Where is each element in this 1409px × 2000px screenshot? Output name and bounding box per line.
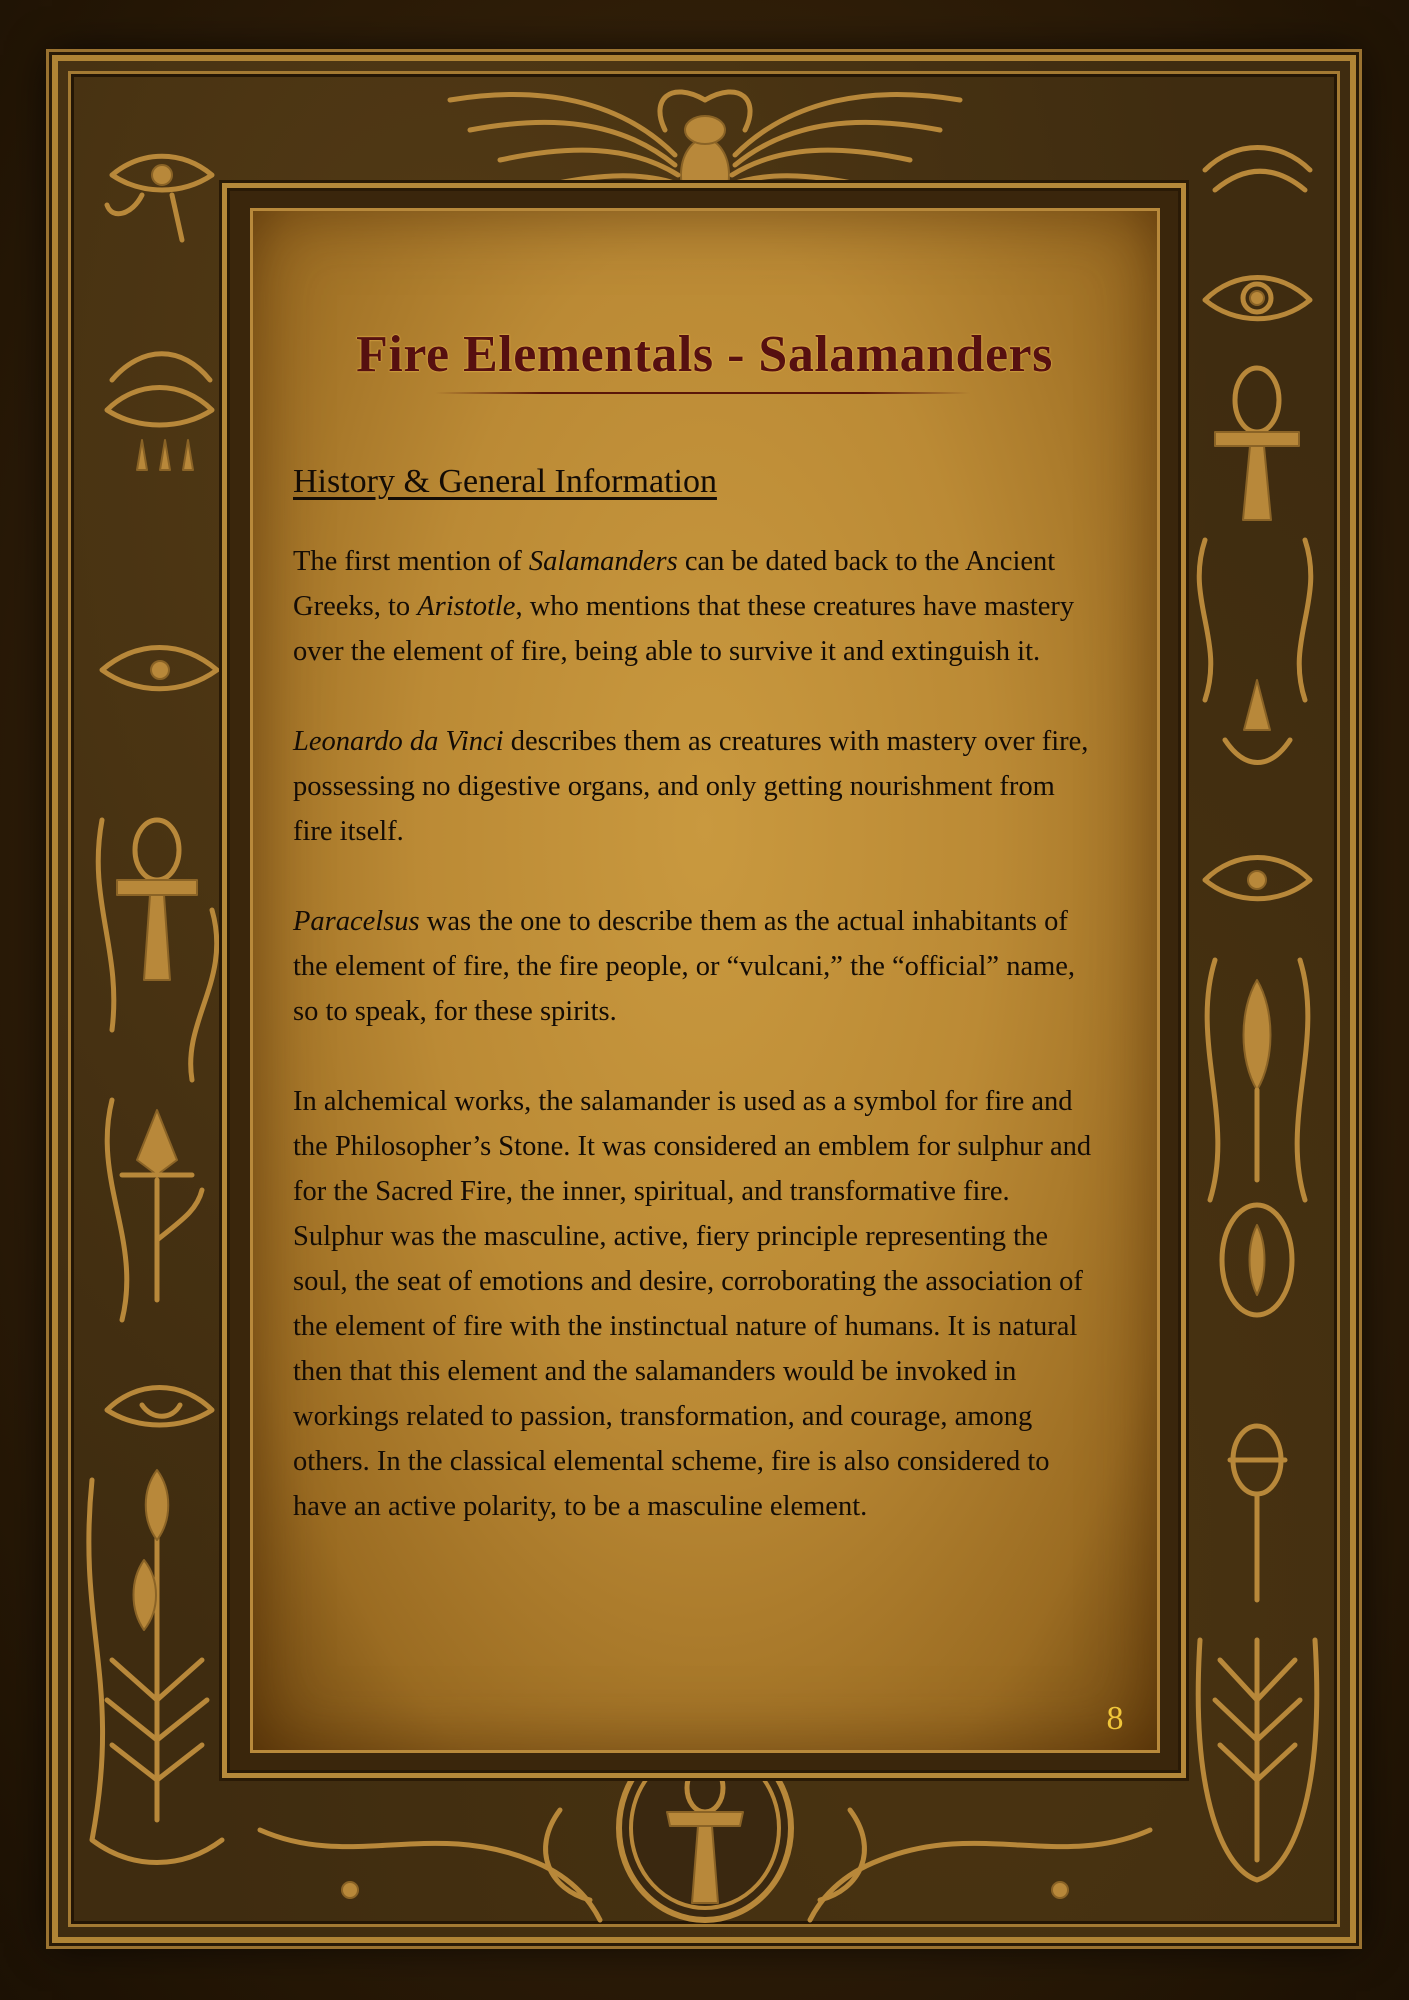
paragraph-4 [293, 1079, 1093, 1529]
title-divider [435, 392, 970, 394]
text-segment: describes them as creatures with mastery over fire, possessing no digestive organs, and only getting nourishment from fire itself. [293, 726, 1089, 847]
italic-term-salamanders: Salamanders [528, 546, 678, 577]
text-segment: can be dated back to the Ancient Greeks, to [293, 546, 1056, 622]
paragraph-2 [293, 719, 1093, 854]
paragraph-1 [293, 539, 1093, 674]
paragraph-3 [293, 899, 1093, 1034]
italic-term-leonardo: Leonardo da Vinci [293, 726, 504, 757]
page-content [293, 455, 1093, 1574]
text-segment: was the one to describe them as the actual inhabitants of the element of fire, the fire people, or “vulcani,” the “official” name, so to speak, for these spirits. [293, 906, 1076, 1027]
page-title: Fire Elementals - Salamanders [356, 325, 1053, 383]
text-segment: In alchemical works, the salamander is used as a symbol for fire and the Philosopher’s Stone. It was considered an emblem for sulphur and for the Sacred Fire, the inner, spiritual, and transformative fire. Sulphur was the masculine, active, fiery principle representing the soul, the seat of emotions and desire, corroborating the association of the element of fire with the instinctual nature of humans. It is natural then that this element and the salamanders would be invoked in workings related to passion, transformation, and courage, among others. In the classical elemental scheme, fire is also considered to have an active polarity, to be a masculine element. [293, 1086, 1092, 1522]
page-number: 8 [1106, 1700, 1124, 1737]
section-heading: History & General Information [293, 463, 717, 500]
text-segment: The first mention of [293, 546, 529, 577]
italic-term-aristotle: Aristotle [417, 591, 516, 622]
bottom-border-ornaments [230, 1790, 1180, 1930]
italic-term-paracelsus: Paracelsus [293, 906, 420, 937]
text-segment: , who mentions that these creatures have mastery over the element of fire, being able to survive it and extinguish it. [293, 591, 1075, 667]
